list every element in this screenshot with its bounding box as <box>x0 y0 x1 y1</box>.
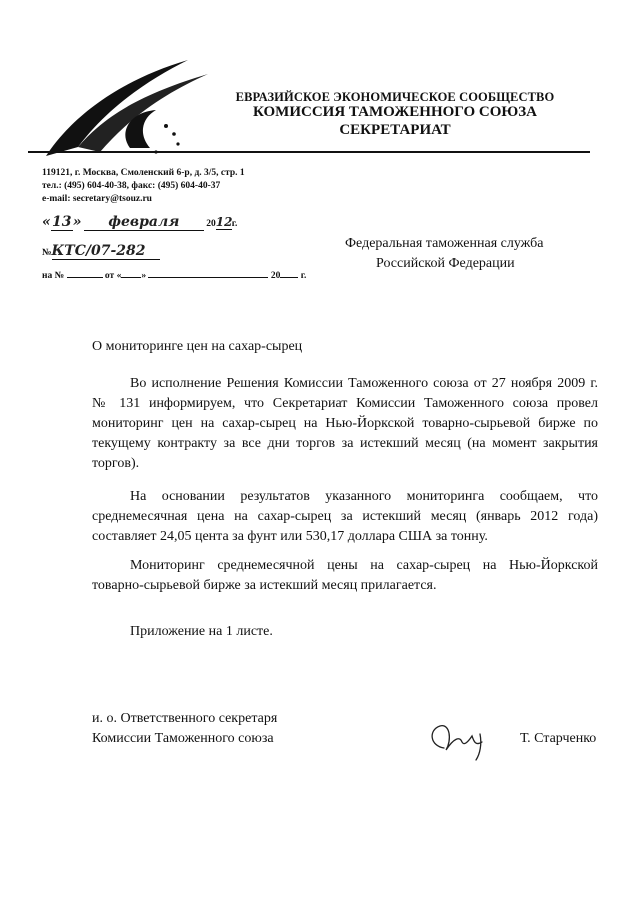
date-month: февраля <box>84 214 204 231</box>
date-year-prefix: 20 <box>206 219 216 229</box>
body-paragraph-1: Во исполнение Решения Комиссии Таможенного союза от 27 ноября 2009 г. № 131 информируем, что Секретариат Комиссии Таможенного союза провел мониторинг цен на сахар-сырец на Нью-Йоркской товарно-сырьевой бирже по текущему контракту за все дни торгов за истекший месяц (на момент закрытия торгов). <box>92 376 598 471</box>
date-close-quote: » <box>72 214 82 230</box>
date-day: 13 <box>52 214 72 230</box>
org-name-line3: СЕКРЕТАРИАТ <box>339 122 451 138</box>
ref-number-blank <box>67 277 103 278</box>
ref-day-blank <box>121 277 141 278</box>
ref-from-label: от « <box>104 271 122 281</box>
ref-year-prefix: 20 <box>270 271 281 281</box>
ref-year-blank <box>280 277 298 278</box>
handwritten-signature-icon <box>420 712 500 762</box>
ref-month-blank <box>148 277 268 278</box>
ref-close-quote: » <box>141 271 147 281</box>
org-name-line2: КОМИССИЯ ТАМОЖЕННОГО СОЮЗА <box>252 104 538 120</box>
date-year-abbr: г. <box>231 219 238 229</box>
number-label: № <box>42 248 52 258</box>
outgoing-number-line <box>42 243 160 260</box>
org-phone: тел.: (495) 604-40-38, факс: (495) 604-40-37 <box>42 181 221 191</box>
letter-subject: О мониторинге цен на сахар-сырец <box>92 339 303 354</box>
signer-position-line1: и. о. Ответственного секретаря <box>92 711 278 726</box>
outgoing-number: КТС/07-282 <box>52 243 160 260</box>
ref-year-abbr: г. <box>300 271 307 281</box>
body-paragraph-3: Мониторинг среднемесячной цены на сахар-сырец на Нью-Йоркской товарно-сырьевой бирже за истекший месяц прилагается. <box>92 558 598 593</box>
body-paragraph-2: На основании результатов указанного мониторинга сообщаем, что среднемесячная цена на сахар-сырец за истекший месяц (январь 2012 года) составляет 24,05 цента за фунт или 530,17 доллара США за тонну. <box>92 489 598 544</box>
signer-name: Т. Старченко <box>520 731 597 746</box>
org-email: e-mail: secretary@tsouz.ru <box>42 194 152 204</box>
reference-line <box>42 271 306 281</box>
addressee-line1: Федеральная таможенная служба <box>345 236 544 251</box>
eurasec-logo-icon <box>38 52 228 162</box>
signer-position-line2: Комиссии Таможенного союза <box>92 731 274 746</box>
ref-label: на № <box>42 271 65 281</box>
org-name-line1: ЕВРАЗИЙСКОЕ ЭКОНОМИЧЕСКОЕ СООБЩЕСТВО <box>235 90 555 104</box>
date-open-quote: « <box>42 214 51 230</box>
attachment-note: Приложение на 1 листе. <box>130 624 273 639</box>
date-line <box>42 214 237 231</box>
addressee-line2: Российской Федерации <box>376 256 515 271</box>
org-address: 119121, г. Москва, Смоленский 6-р, д. 3/5, стр. 1 <box>42 168 245 178</box>
header-divider <box>28 151 590 153</box>
date-year-suffix: 12 <box>215 215 233 229</box>
